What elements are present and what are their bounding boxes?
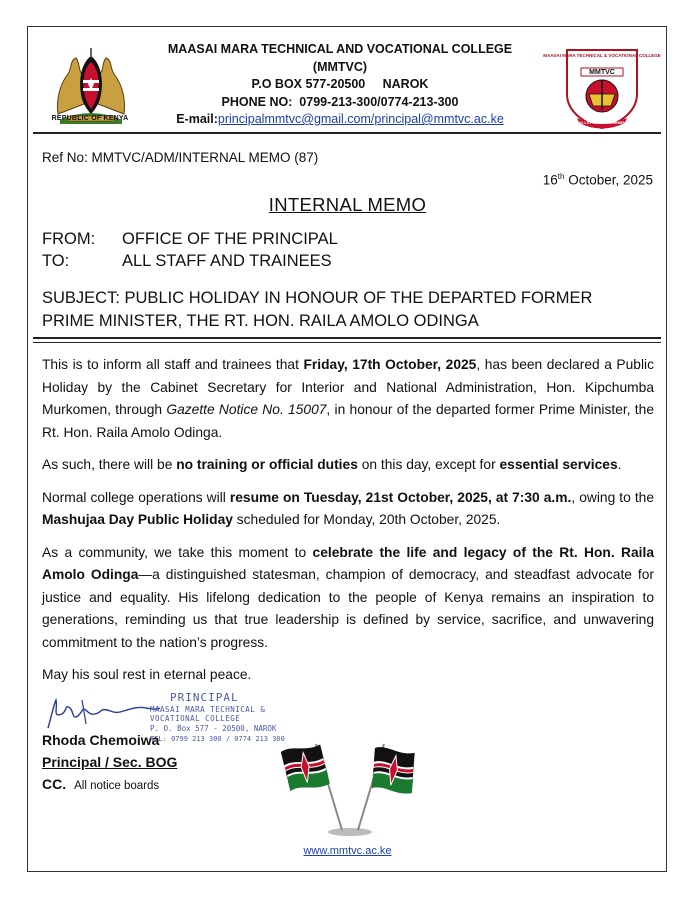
subject-divider — [33, 337, 661, 343]
from-label: FROM: — [42, 230, 96, 248]
text-run: —a distinguished statesman, champion of democracy, and steadfast advocate for justice and equality. His lifelong dedication to the people of Kenya remains an inspiration to generations, reminding us that true leadership is defined by service, sacrifice, and unwavering commitment to the nation’s progress. — [42, 567, 654, 650]
text-run: on this day, except for — [357, 457, 500, 472]
to-row — [42, 252, 332, 271]
body-paragraph-4 — [42, 542, 654, 655]
reference-number: Ref No: MMTVC/ADM/INTERNAL MEMO (87) — [42, 150, 319, 165]
text-run: , in honour of the departed former Prime Minister, the Rt. Hon. Raila Amolo Odinga. — [42, 402, 654, 440]
subject-line-2: PRIME MINISTER, THE RT. HON. RAILA AMOLO ODINGA — [42, 312, 479, 330]
cc-value: All notice boards — [74, 780, 160, 792]
cc-line — [42, 776, 159, 792]
body-paragraph-1 — [42, 354, 654, 444]
emphasis-text: Mashujaa Day Public Holiday — [42, 512, 233, 527]
body-paragraph-2 — [42, 454, 654, 477]
memo-body — [42, 354, 654, 697]
from-row — [42, 230, 338, 249]
stamp-line: MAASAI MARA TECHNICAL & — [150, 705, 266, 714]
stamp-line: TEL: 0799 213 300 / 0774 213 300 — [150, 735, 285, 743]
website-footer — [0, 845, 695, 857]
signer-name: Rhoda Chemoiwa — [42, 732, 160, 748]
college-name: MAASAI MARA TECHNICAL AND VOCATIONAL COLLEGE — [167, 42, 513, 56]
from-value: OFFICE OF THE PRINCIPAL — [122, 230, 338, 248]
email-line — [150, 111, 530, 129]
text-run: As such, there will be — [42, 457, 177, 472]
body-paragraph-3 — [42, 487, 654, 532]
phone-numbers: PHONE NO: 0799-213-300/0774-213-300 — [221, 94, 459, 109]
stamp-line: P. O. Box 577 - 20500, NAROK — [150, 724, 277, 733]
memo-date — [543, 172, 653, 188]
header-divider — [33, 132, 661, 134]
text-run: , owing to the — [571, 489, 654, 505]
college-logo-icon — [543, 44, 661, 130]
postal-address: P.O BOX 577-20500 NAROK — [251, 77, 429, 91]
text-run: . — [617, 457, 622, 472]
signer-role: Principal / Sec. BOG — [42, 754, 178, 770]
cc-label: CC. — [42, 776, 67, 792]
email-label: E-mail: — [176, 112, 218, 126]
resume-date: resume on Tuesday, 21st October, 2025, at 7:30 a.m. — [229, 489, 572, 505]
emphasis-text: celebrate the life and legacy of the Rt. Hon. Raila Amolo Odinga — [42, 544, 654, 582]
emphasis-text: no training or official duties — [176, 457, 358, 472]
coat-of-arms-caption: REPUBLIC OF KENYA — [51, 115, 129, 122]
text-run: As a community, we take this moment to — [42, 544, 313, 560]
logo-top-text: MAASAI MARA TECHNICAL & VOCATIONAL COLLEGE — [543, 53, 661, 58]
stamp-line: VOCATIONAL COLLEGE — [150, 714, 241, 723]
gazette-notice: Gazette Notice No. 15007 — [166, 402, 327, 417]
date-rest: October, 2025 — [564, 172, 653, 188]
subject-line-1: SUBJECT: PUBLIC HOLIDAY IN HONOUR OF THE DEPARTED FORMER — [42, 289, 593, 307]
text-run: , has been declared a Public Holiday by the Cabinet Secretary for Interior and National Administration, Hon. Kipchumba Murkomen, through — [42, 357, 655, 417]
text-run: scheduled for Monday, 20th October, 2025. — [232, 512, 501, 527]
logo-motto: SKILLS FOR EMPOWERMENT — [576, 121, 628, 125]
website-link[interactable]: www.mmtvc.ac.ke — [303, 845, 392, 857]
text-run: Normal college operations will — [42, 489, 230, 505]
text-run: This is to inform all staff and trainees that — [42, 357, 304, 372]
date-day: 16 — [542, 172, 558, 188]
logo-abbreviation: MMTVC — [589, 69, 615, 76]
to-value: ALL STAFF AND TRAINEES — [122, 252, 332, 270]
email-link[interactable]: principalmmtvc@gmail.com/principal@mmtvc.ac.ke — [217, 112, 504, 126]
letterhead — [150, 41, 530, 129]
stamp-title: PRINCIPAL — [170, 691, 239, 704]
kenya-coat-of-arms-icon — [50, 44, 132, 126]
memo-subject — [42, 287, 652, 333]
date-suffix: th — [557, 172, 565, 181]
college-abbreviation: (MMTVC) — [312, 59, 368, 74]
to-label: TO: — [42, 252, 70, 270]
memo-title: INTERNAL MEMO — [268, 194, 427, 215]
holiday-date: Friday, 17th October, 2025 — [303, 357, 477, 372]
kenya-flags-icon — [270, 738, 430, 838]
emphasis-text: essential services — [499, 457, 618, 472]
body-paragraph-5: May his soul rest in eternal peace. — [42, 667, 252, 682]
